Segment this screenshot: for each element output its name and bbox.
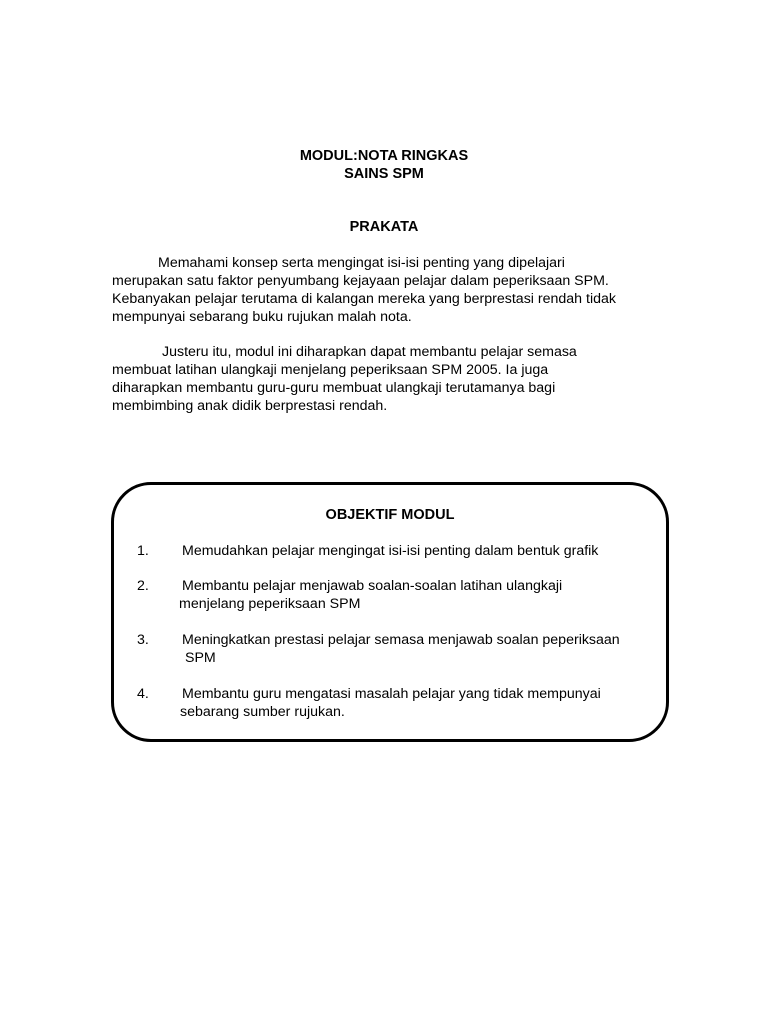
objective-number: 2.: [137, 578, 149, 594]
objectives-box: [111, 482, 669, 742]
paragraph-line: mempunyai sebarang buku rujukan malah nota.: [112, 309, 412, 325]
preface-heading: PRAKATA: [349, 219, 419, 235]
document-title: MODUL:NOTA RINGKAS: [299, 148, 469, 164]
objective-number: 3.: [137, 632, 149, 648]
paragraph-line: Kebanyakan pelajar terutama di kalangan mereka yang berprestasi rendah tidak: [112, 291, 616, 307]
objective-number: 1.: [137, 543, 149, 559]
preface-paragraph-1: [112, 254, 672, 326]
objective-text-continued: menjelang peperiksaan SPM: [179, 596, 361, 612]
objective-text: Membantu guru mengatasi masalah pelajar yang tidak mempunyai: [182, 686, 601, 702]
paragraph-line: membimbing anak didik berprestasi rendah.: [112, 398, 388, 414]
paragraph-line: diharapkan membantu guru-guru membuat ulangkaji terutamanya bagi: [112, 380, 556, 396]
paragraph-line: Justeru itu, modul ini diharapkan dapat membantu pelajar semasa: [162, 344, 577, 360]
objective-text: Membantu pelajar menjawab soalan-soalan latihan ulangkaji: [182, 578, 563, 594]
objective-text-continued: SPM: [185, 650, 216, 666]
objective-number: 4.: [137, 686, 149, 702]
objective-text-continued: sebarang sumber rujukan.: [180, 704, 345, 720]
preface-paragraph-2: [112, 343, 672, 415]
paragraph-line: merupakan satu faktor penyumbang kejayaan pelajar dalam peperiksaan SPM.: [112, 273, 609, 289]
objective-text: Memudahkan pelajar mengingat isi-isi penting dalam bentuk grafik: [182, 543, 599, 559]
document-subtitle: SAINS SPM: [344, 166, 424, 182]
objective-text: Meningkatkan prestasi pelajar semasa menjawab soalan peperiksaan: [182, 632, 620, 648]
paragraph-line: Memahami konsep serta mengingat isi-isi penting yang dipelajari: [158, 255, 565, 271]
paragraph-line: membuat latihan ulangkaji menjelang peperiksaan SPM 2005. Ia juga: [112, 362, 549, 378]
objectives-heading: OBJEKTIF MODUL: [325, 507, 455, 523]
